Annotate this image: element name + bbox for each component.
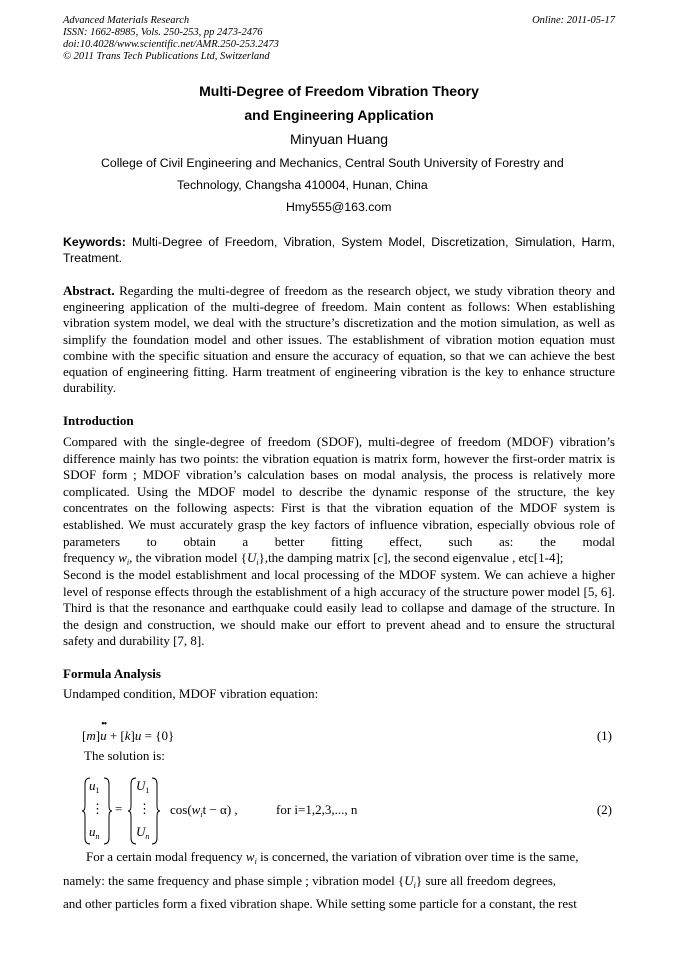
introduction-paragraph-1 <box>63 434 615 572</box>
keywords-block <box>63 234 615 266</box>
eq1-u-ddot <box>100 719 107 743</box>
symbol-c: c <box>377 550 384 566</box>
intro-eigen-label: , the second eigenvalue , etc[1-4]; <box>387 550 564 566</box>
intro-p1-text: Compared with the single-degree of freedom (SDOF), multi-degree of freedom (MDOF) vibration’s difference mainly has two points: the vibration equation is matrix form, however the first-order matrix is SDOF form ; MDOF vibration’s calculation bases on modal analysis, the process is relatively more complicated. Using the MDOF model to describe the dynamic response of the structure, the key concentrates on the following aspects: First is that the vibration equation of the MDOF system is established. We must accurately grasp the key factors of influence vibration, especially obvious role of parameters to obtain a better fitting effect, such as: the modal <box>63 434 615 549</box>
eq2-cos: cos( <box>170 802 192 817</box>
eq2-un-symbol: u <box>89 824 96 839</box>
modal-paragraph-line-1 <box>86 849 578 866</box>
eq1-m-symbol: m <box>86 728 96 743</box>
equation-1-number: (1) <box>596 728 612 743</box>
eq2-u1-symbol: u <box>89 778 96 793</box>
modal-w-sub: i <box>254 857 257 866</box>
modal-U-sub: i <box>413 881 416 890</box>
symbol-i: i <box>126 558 130 568</box>
formula-intro: Undamped condition, MDOF vibration equation: <box>63 686 319 701</box>
eq1-m: [m] <box>82 728 101 743</box>
abstract-text: Regarding the multi-degree of freedom as the research object, we study vibration theory and engineering application of the multi-degree of freedom. Main content as follows: When establishing vibration system model, we deal with the structure’s discretization and the motion simulation, as well as simplify the foundation model and other issues. The establishment of vibration motion equation must combine with the specific situation and ensure the accuracy of equation, so that we can achieve the best equation of engineering fitting. Harm treatment of engineering vibration is the key to enhance structure durability. <box>63 283 616 396</box>
eq2-vdots-right: ⋮ <box>138 801 151 816</box>
equation-1: [m]u •• + [k]u = {0} <box>82 719 175 743</box>
eq2-U1 <box>136 778 149 795</box>
keywords-label: Keywords: <box>63 235 126 249</box>
formula-heading: Formula Analysis <box>63 666 161 681</box>
eq2-condition: for i=1,2,3,..., n <box>276 802 358 817</box>
introduction-paragraph-2: Second is the model establishment and local processing of the MDOF system. We can achieve a higher level of response effects through the establishment of a high accuracy of the structure power model [5, 6]. Third is that the resonance and earthquake could easily lead to collapse and damage of the structure. In the design and construction, we should make our effort to prevent ahead and to ensure the structural safety and durability [7, 8]. <box>63 567 615 649</box>
eq2-un <box>89 824 100 841</box>
eq2-cos-term <box>170 802 238 819</box>
symbol-U-sub: i <box>256 558 259 568</box>
eq1-zero-symbol: 0 <box>161 728 168 743</box>
eq2-w-sub: i <box>200 810 203 819</box>
intro-p1-end <box>63 550 564 568</box>
eq2-U1-symbol: U <box>136 778 146 793</box>
eq2-Un-sub: n <box>145 832 150 841</box>
journal-name: Advanced Materials Research <box>63 15 190 26</box>
symbol-Ui-braces: $\{U_i\}$ <box>240 550 265 568</box>
solution-text: The solution is: <box>84 748 165 763</box>
author-name: Minyuan Huang <box>289 131 389 147</box>
journal-header <box>63 15 279 63</box>
eq2-U1-sub: 1 <box>145 786 150 795</box>
eq2-equals: = <box>115 801 123 816</box>
symbol-c-bracket: [c] <box>373 550 388 566</box>
symbol-w: w <box>118 550 127 566</box>
online-date: Online: 2011-05-17 <box>532 15 615 26</box>
affiliation-line-1: College of Civil Engineering and Mechanics, Central South University of Forestry and <box>101 156 564 170</box>
modal-paragraph-line-3: and other particles form a fixed vibration shape. While setting some particle for a constant, the rest <box>63 896 577 911</box>
eq1-k-symbol: k <box>124 728 131 743</box>
issn-line: ISSN: 1662-8985, Vols. 250-253, pp 2473-2476 <box>63 27 263 38</box>
eq2-vdots-left: ⋮ <box>91 801 104 816</box>
eq2-u1 <box>89 778 100 795</box>
eq1-zero: {0} <box>155 728 175 743</box>
modal-para-b: is concerned, the variation of vibration over time is the same, <box>260 849 579 864</box>
paper-title <box>63 79 615 127</box>
modal-U: U <box>404 873 414 888</box>
eq2-Un <box>136 824 149 841</box>
modal-para-line2-b: sure all freedom degrees, <box>425 873 557 888</box>
intro-frequency-label: frequency <box>63 550 115 566</box>
eq1-u2-symbol: u <box>134 728 142 743</box>
title-line-1: Multi-Degree of Freedom Vibration Theory <box>199 83 479 99</box>
eq2-un-sub: n <box>95 832 100 841</box>
modal-paragraph-line-2 <box>63 873 556 890</box>
keywords-text: Multi-Degree of Freedom, Vibration, System Model, Discretization, Simulation, Harm, Treatment. <box>63 235 615 265</box>
abstract-label: Abstract. <box>63 283 115 298</box>
eq2-w: w <box>191 802 201 817</box>
eq2-t-alpha: t − α) , <box>202 802 238 817</box>
eq1-u-symbol: u <box>100 728 107 743</box>
modal-w: w <box>245 849 255 864</box>
eq2-u1-sub: 1 <box>95 786 100 795</box>
equation-2 <box>82 776 602 846</box>
abstract-block <box>63 283 615 396</box>
doi-line: doi:10.4028/www.scientific.net/AMR.250-253.2473 <box>63 39 279 50</box>
eq2-Un-symbol: U <box>136 824 146 839</box>
affiliation-line-2: Technology, Changsha 410004, Hunan, China <box>177 178 428 192</box>
equation-2-number: (2) <box>596 802 612 817</box>
author-email: Hmy555@163.com <box>286 200 392 214</box>
title-line-2: and Engineering Application <box>244 107 434 123</box>
modal-para-line2-a: namely: the same frequency and phase simple ; vibration model <box>63 873 395 888</box>
copyright-line: © 2011 Trans Tech Publications Ltd, Switzerland <box>63 51 270 62</box>
eq1-ddot-mark: •• <box>101 719 107 730</box>
introduction-heading: Introduction <box>63 413 134 428</box>
modal-Ui-braces: $\{U_i\}$ <box>398 873 423 890</box>
intro-damping-label: ,the damping matrix <box>264 550 370 566</box>
symbol-U: U <box>246 550 257 566</box>
intro-vibration-model-label: , the vibration model <box>129 550 238 566</box>
eq1-k: [k] <box>120 728 135 743</box>
modal-para-a: For a certain modal frequency <box>86 849 243 864</box>
